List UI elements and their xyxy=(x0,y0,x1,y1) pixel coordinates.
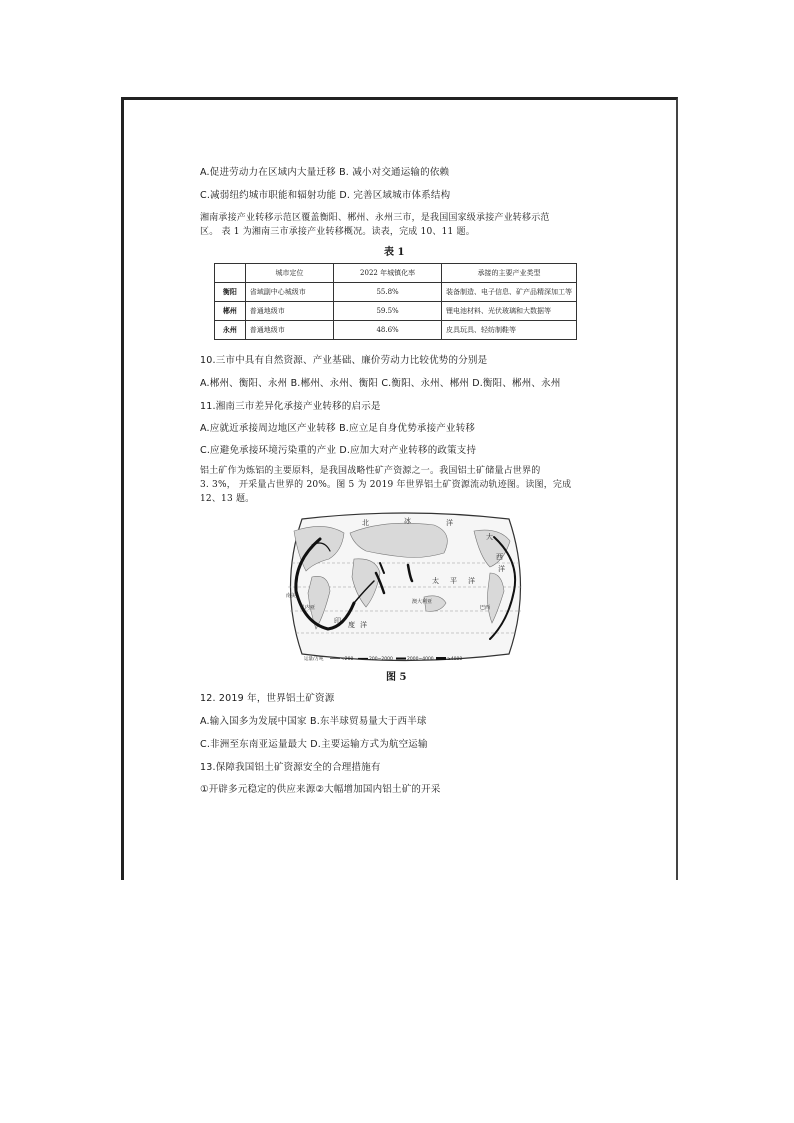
table-header-cell xyxy=(215,264,246,283)
map-label: 度 xyxy=(348,621,355,629)
q11-stem: 11.湘南三市差异化承接产业转移的启示是 xyxy=(200,401,381,412)
map-legend-title: 运量/万吨 xyxy=(304,657,324,662)
q10-options: A.郴州、衡阳、永州 B.郴州、永州、衡阳 C.衡阳、永州、郴州 D.衡阳、郴州、永州 xyxy=(200,378,561,389)
table-cell: 普通地级市 xyxy=(245,321,333,340)
q9-options-line1: A.促进劳动力在区域内大量迁移 B. 减小对交通运输的依赖 xyxy=(200,167,450,178)
table-cell: 衡阳 xyxy=(215,283,246,302)
table-cell: 59.5% xyxy=(334,302,442,321)
map-label: 澳大利亚 xyxy=(412,599,433,605)
map-label: 几内亚 xyxy=(300,605,316,611)
q12-stem: 12. 2019 年，世界铝土矿资源 xyxy=(200,693,335,704)
map-label: 西 xyxy=(496,553,503,561)
figure5-caption: 图 5 xyxy=(386,672,407,683)
table-cell: 省域副中心城级市 xyxy=(245,283,333,302)
map-label: 太 xyxy=(432,577,439,585)
map-label: 冰 xyxy=(404,517,411,525)
table-header-cell: 城市定位 xyxy=(245,264,333,283)
q11-options2: C.应避免承接环境污染重的产业 D.应加大对产业转移的政策支持 xyxy=(200,445,477,456)
table-header-cell: 承接的主要产业类型 xyxy=(442,264,577,283)
map-label: 大 xyxy=(486,533,493,541)
table1-caption: 表 1 xyxy=(384,247,405,258)
map-label: 洋 xyxy=(360,621,367,629)
table-cell: 锂电池材料、光伏玻璃和大数据等 xyxy=(442,302,577,321)
passage-xiangnan-line1: 湘南承接产业转移示范区覆盖衡阳、郴州、永州三市，是我国国家级承接产业转移示范 xyxy=(200,213,550,223)
map-legend-item: 200~2000 xyxy=(369,657,393,662)
map-label: 洋 xyxy=(468,577,475,585)
map-legend-item: <200 xyxy=(341,657,354,662)
passage-xiangnan-line2: 区。 表 1 为湘南三市承接产业转移概况。读表，完成 10、11 题。 xyxy=(200,227,475,237)
table-row xyxy=(215,302,577,321)
map-label: 北 xyxy=(362,519,369,527)
table-cell: 郴州 xyxy=(215,302,246,321)
q12-options2: C.非洲至东南亚运量最大 D.主要运输方式为航空运输 xyxy=(200,739,428,750)
q13-stem: 13.保障我国铝土矿资源安全的合理措施有 xyxy=(200,762,381,773)
q10-stem: 10.三市中具有自然资源、产业基础、廉价劳动力比较优势的分别是 xyxy=(200,355,488,366)
map-label: 洋 xyxy=(498,565,505,573)
table-cell: 皮具玩具、轻纺制鞋等 xyxy=(442,321,577,340)
map-label: 巴西 xyxy=(480,605,491,611)
passage-bauxite-line1: 铝土矿作为炼铝的主要原料，是我国战略性矿产资源之一。我国铝土矿储量占世界的 xyxy=(200,466,541,476)
table-cell: 55.8% xyxy=(334,283,442,302)
table-row xyxy=(215,321,577,340)
table-row xyxy=(215,283,577,302)
map-label: 印 xyxy=(334,617,341,625)
q9-options-line2: C.减弱纽约城市职能和辐射功能 D. 完善区域城市体系结构 xyxy=(200,190,451,201)
table-header-cell: 2022 年城镇化率 xyxy=(334,264,442,283)
q11-options1: A.应就近承接周边地区产业转移 B.应立足自身优势承接产业转移 xyxy=(200,423,476,434)
map-legend-item: ≥4000 xyxy=(447,657,463,662)
q13-options1: ①开辟多元稳定的供应来源②大幅增加国内铝土矿的开采 xyxy=(200,784,441,795)
passage-bauxite-line3: 12、13 题。 xyxy=(200,494,255,504)
q12-options1: A.输入国多为发展中国家 B.东半球贸易量大于西半球 xyxy=(200,716,427,727)
map-legend-item: 2000~4000 xyxy=(407,657,434,662)
passage-bauxite-line2: 3. 3%， 开采量占世界的 20%。图 5 为 2019 年世界铝土矿资源流动轨迹图。读图，完成 xyxy=(200,480,572,490)
table-cell: 永州 xyxy=(215,321,246,340)
map-label: 洋 xyxy=(446,519,453,527)
world-bauxite-flow-map xyxy=(284,511,527,663)
table-cell: 普通地级市 xyxy=(245,302,333,321)
map-label: 平 xyxy=(450,577,457,585)
table-cell: 48.6% xyxy=(334,321,442,340)
table-cell: 装备制造、电子信息、矿产品精深加工等 xyxy=(442,283,577,302)
map-label: 南美 xyxy=(286,593,297,599)
table-header-row xyxy=(215,264,577,283)
table1 xyxy=(214,263,577,340)
